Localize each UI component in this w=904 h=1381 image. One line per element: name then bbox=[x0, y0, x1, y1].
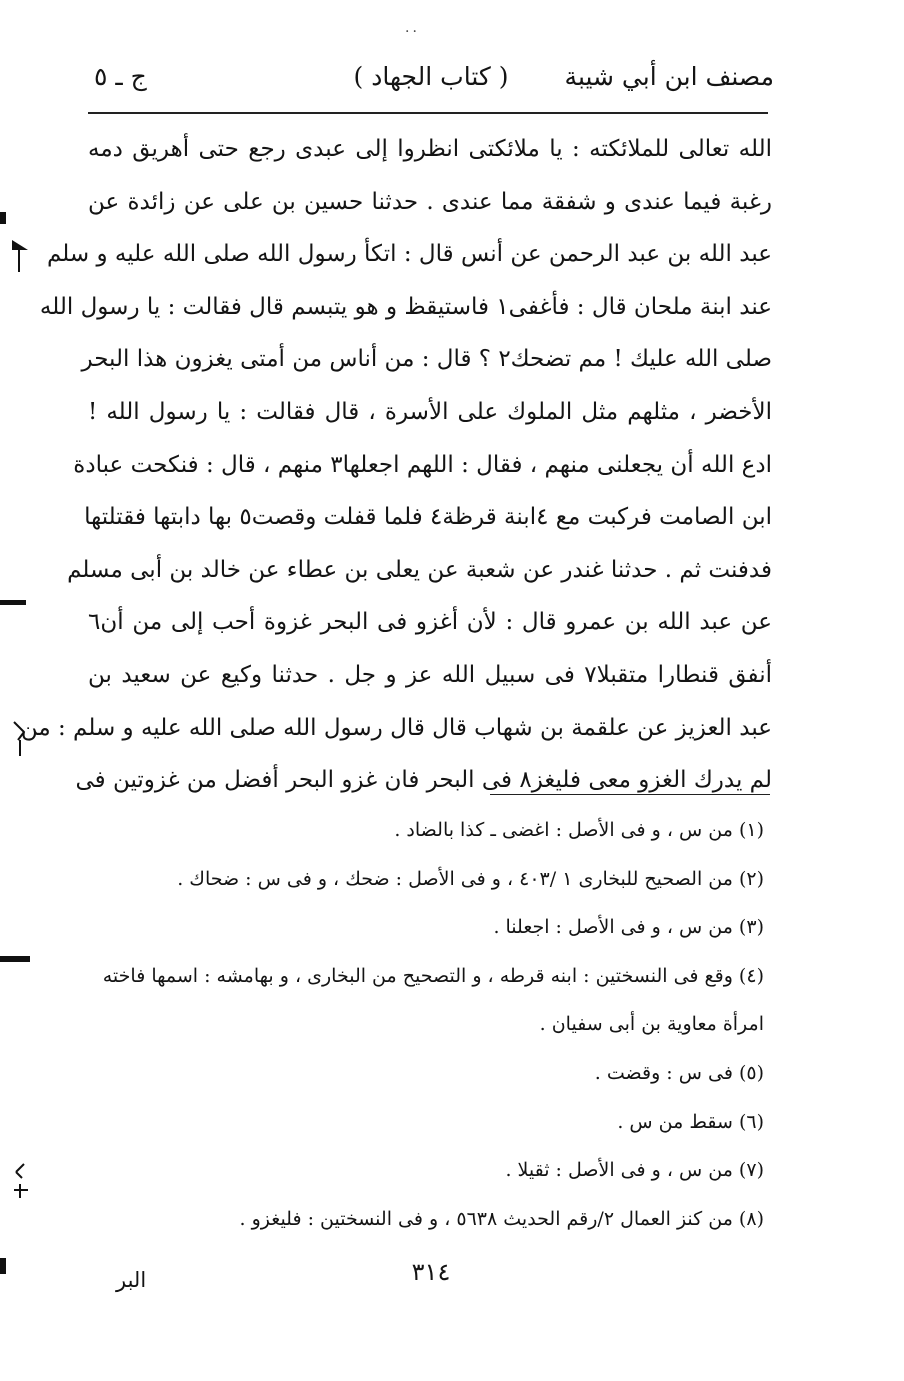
text-line: عبد الله بن عبد الرحمن عن أنس قال : اتكأ رسول الله صلى الله عليه و سلم bbox=[46, 241, 772, 268]
footnote: (٨) من كنز العمال ٢/رقم الحديث ٥٦٣٨ ، و فى النسختين : فليغزو . bbox=[239, 1207, 764, 1230]
text-line: أنفق قنطارا متقبلا٧ فى سبيل الله عز و جل . حدثنا وكيع عن سعيد بن bbox=[88, 661, 772, 688]
footnotes bbox=[96, 807, 764, 1244]
footnote: (٦) سقط من س . bbox=[617, 1110, 764, 1133]
scan-mark bbox=[0, 956, 30, 962]
scan-mark bbox=[0, 1258, 6, 1274]
footnote: (٥) فى س : وقضت . bbox=[594, 1061, 764, 1084]
book-title: مصنف ابن أبي شيبة bbox=[564, 62, 774, 91]
footnote: (١) من س ، و فى الأصل : اغضى ـ كذا بالضاد . bbox=[394, 819, 764, 841]
volume-number: ج ـ ٥ bbox=[94, 62, 147, 91]
text-line: صلى الله عليك ! مم تضحك٢ ؟ قال : من أناس من أمتى يغزون هذا البحر bbox=[81, 346, 772, 373]
footnote-rule bbox=[490, 794, 770, 795]
text-line: عبد العزيز عن علقمة بن شهاب قال قال رسول الله صلى الله عليه و سلم : من bbox=[20, 714, 772, 741]
text-line: ابن الصامت فركبت مع ٤ابنة قرظة٤ فلما قفلت وقصت٥ بها دابتها فقتلتها bbox=[84, 504, 772, 531]
page-number: ٣١٤ bbox=[411, 1258, 451, 1286]
running-header bbox=[88, 60, 774, 104]
scan-mark bbox=[0, 212, 6, 224]
catchword: البر bbox=[116, 1268, 147, 1292]
scan-mark bbox=[0, 600, 26, 605]
text-line: فدفنت ثم . حدثنا غندر عن شعبة عن يعلى بن عطاء عن خالد بن أبى مسلم bbox=[67, 556, 772, 583]
text-line: الله تعالى للملائكته : يا ملائكتى انظروا إلى عبدى رجع حتى أهريق دمه bbox=[88, 136, 772, 162]
main-text bbox=[20, 123, 772, 807]
chapter-title: ( كتاب الجهاد ) bbox=[353, 62, 509, 91]
footnote: (٧) من س ، و فى الأصل : ثقيلا . bbox=[505, 1159, 764, 1182]
footnote: (٣) من س ، و فى الأصل : اجعلنا . bbox=[493, 916, 764, 939]
footnote: (٢) من الصحيح للبخارى ١ /٤٠٣ ، و فى الأصل : ضحك ، و فى س : ضحاك . bbox=[177, 867, 764, 890]
text-line: عن عبد الله بن عمرو قال : لأن أغزو فى البحر غزوة أحب إلى من أن٦ bbox=[88, 609, 772, 636]
top-dots: ·· bbox=[405, 24, 420, 40]
margin-arrow-icon bbox=[10, 236, 30, 276]
text-line: لم يدرك الغزو معى فليغز٨ فى البحر فان غزو البحر أفضل من غزوتين فى bbox=[75, 767, 772, 794]
margin-bracket-icon bbox=[10, 1160, 30, 1200]
footnote: (٤) وقع فى النسختين : ابنه قرطه ، و التصحيح من البخارى ، و بهامشه : اسمها فاخته bbox=[102, 964, 764, 987]
margin-bracket-icon bbox=[10, 718, 30, 758]
text-line: رغبة فيما عندى و شفقة مما عندى . حدثنا حسين بن على عن زائدة عن bbox=[88, 188, 772, 215]
header-rule bbox=[88, 112, 768, 114]
text-line: الأخضر ، مثلهم مثل الملوك على الأسرة ، قال فقالت : يا رسول الله ! bbox=[88, 398, 772, 425]
page-footer bbox=[88, 1258, 774, 1298]
text-line: عند ابنة ملحان قال : فأغفى١ فاستيقظ و هو يتبسم قال فقالت : يا رسول الله bbox=[39, 293, 772, 320]
footnote-continuation: امرأة معاوية بن أبى سفيان . bbox=[539, 1013, 764, 1036]
text-line: ادع الله أن يجعلنى منهم ، فقال : اللهم اجعلها٣ منهم ، قال : فنكحت عبادة bbox=[73, 451, 772, 478]
